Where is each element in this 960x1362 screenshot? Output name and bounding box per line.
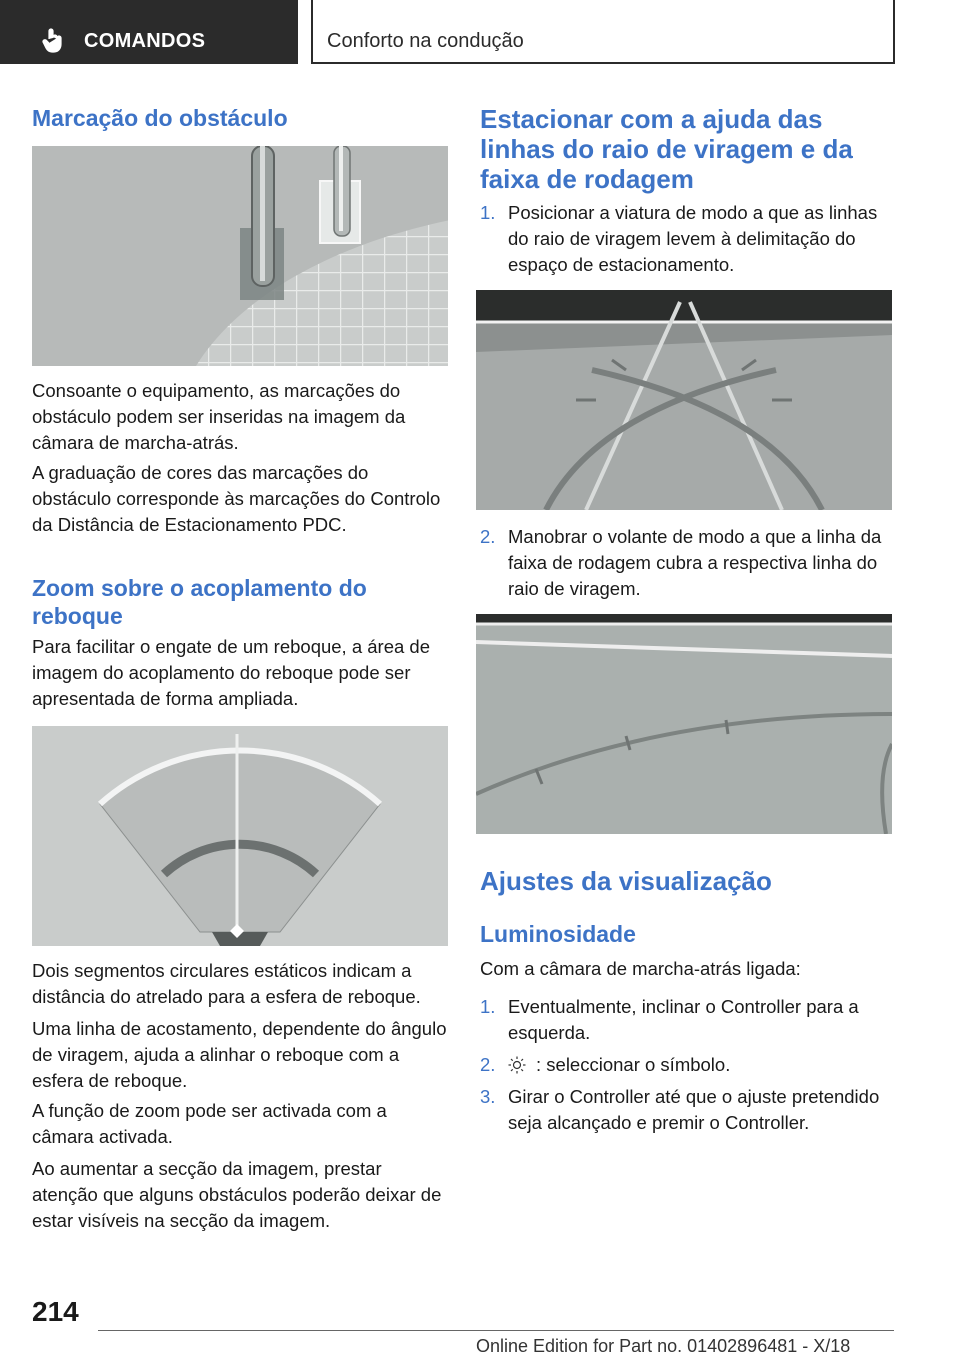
step-text: Manobrar o volante de modo a que a linha da faixa de rodagem cubra a respectiva linha do raio de viragem. bbox=[508, 526, 882, 599]
figure-lane-lines bbox=[476, 614, 892, 834]
heading-brightness: Luminosidade bbox=[480, 921, 636, 947]
page-number: 214 bbox=[32, 1296, 79, 1327]
list-item bbox=[480, 524, 894, 602]
paragraph-trailer-4: A função de zoom pode ser activada com a câmara activada. bbox=[32, 1100, 387, 1147]
paragraph-trailer-5: Ao aumentar a secção da imagem, prestar atenção que alguns obstáculos poderão deixar de estar visíveis na secção da imagem. bbox=[32, 1158, 442, 1231]
list-item bbox=[480, 1052, 894, 1078]
paragraph-trailer-3: Uma linha de acostamento, dependente do ângulo de viragem, ajuda a alinhar o reboque com a esfera de reboque. bbox=[32, 1018, 447, 1091]
paragraph-obstacle-2: A graduação de cores das marcações do obstáculo corresponde às marcações do Controlo da Distância de Estacionamento PDC. bbox=[32, 462, 441, 535]
paragraph-obstacle-1: Consoante o equipamento, as marcações do obstáculo podem ser inseridas na imagem da câmara de marcha-atrás. bbox=[32, 380, 406, 453]
step-text: Eventualmente, inclinar o Controller para a esquerda. bbox=[508, 996, 859, 1043]
list-item bbox=[480, 994, 894, 1046]
heading-obstacle-marking: Marcação do obstáculo bbox=[32, 105, 288, 131]
paragraph-brightness: Com a câmara de marcha-atrás ligada: bbox=[480, 958, 801, 979]
step-number: 2. bbox=[480, 526, 496, 547]
hand-touch-icon bbox=[40, 27, 66, 53]
list-item bbox=[480, 1084, 894, 1136]
paragraph-trailer-2: Dois segmentos circulares estáticos indicam a distância do atrelado para a esfera de reboque. bbox=[32, 960, 421, 1007]
chapter-title: Conforto na condução bbox=[327, 30, 524, 52]
step-number: 2. bbox=[480, 1054, 496, 1075]
section-label: COMANDOS bbox=[84, 30, 206, 52]
footer-edition: Online Edition for Part no. 01402896481 - X/18 bbox=[476, 1336, 851, 1356]
step-number: 1. bbox=[480, 996, 496, 1017]
sun-brightness-icon bbox=[508, 1056, 526, 1074]
step-text: : seleccionar o símbolo. bbox=[536, 1054, 731, 1075]
section-tab bbox=[0, 0, 298, 64]
figure-turning-radius-lines bbox=[476, 290, 892, 510]
list-item bbox=[480, 200, 894, 278]
footer-divider bbox=[98, 1330, 894, 1331]
step-number: 1. bbox=[480, 202, 496, 223]
chapter-box bbox=[311, 0, 895, 64]
figure-trailer-zoom bbox=[32, 726, 448, 946]
paragraph-trailer-1: Para facilitar o engate de um reboque, a área de imagem do acoplamento do reboque pode ser apresentada de forma ampliada. bbox=[32, 636, 431, 709]
step-number: 3. bbox=[480, 1086, 496, 1107]
figure-obstacle-marking bbox=[32, 146, 448, 366]
step-text: Posicionar a viatura de modo a que as linhas do raio de viragem levem à delimitação do espaço de estacionamento. bbox=[508, 202, 878, 275]
heading-parking-lines: Estacionar com a ajuda das linhas do raio de viragem e da faixa de rodagem bbox=[480, 104, 853, 194]
heading-trailer-zoom: Zoom sobre o acoplamento do reboque bbox=[32, 575, 367, 629]
heading-display-settings: Ajustes da visualização bbox=[480, 866, 772, 896]
step-text: Girar o Controller até que o ajuste pretendido seja alcançado e premir o Controller. bbox=[508, 1086, 880, 1133]
